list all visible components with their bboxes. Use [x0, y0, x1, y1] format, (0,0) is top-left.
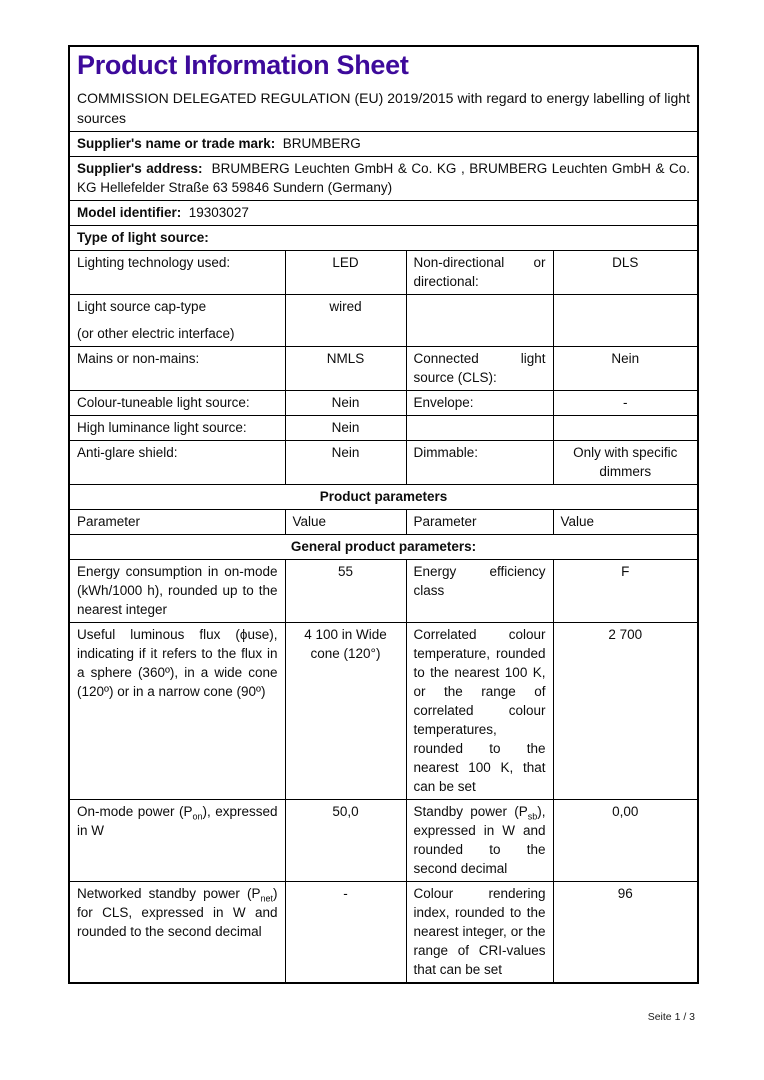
value-cell: 2 700	[553, 623, 698, 800]
column-header: Parameter	[406, 510, 553, 535]
type-row-high-luminance	[69, 416, 698, 441]
model-identifier-row	[69, 201, 698, 226]
value-cell: Only with specific dimmers	[553, 441, 698, 485]
model-identifier-value: 19303027	[188, 205, 249, 220]
document-page	[68, 45, 697, 1023]
title-block	[69, 46, 698, 132]
value-cell: Nein	[553, 347, 698, 391]
regulation-subtitle: COMMISSION DELEGATED REGULATION (EU) 2019/2015 with regard to energy labelling of light sources	[77, 90, 690, 126]
type-row-anti-glare	[69, 441, 698, 485]
value-cell: -	[553, 391, 698, 416]
param-cell	[406, 416, 553, 441]
param-cell: Standby power $(P_{sb})$, expressed in W and rounded to the second decimal	[406, 800, 553, 882]
param-cell: On-mode power $(P_{on})$, expressed in W	[69, 800, 285, 882]
param-cell: Connected light source (CLS):	[406, 347, 553, 391]
column-header: Value	[553, 510, 698, 535]
value-cell: 55	[285, 560, 406, 623]
param-cell: Anti-glare shield:	[69, 441, 285, 485]
product-information-table	[68, 45, 699, 984]
type-of-light-source-heading: Type of light source:	[69, 226, 698, 251]
model-identifier-label: Model identifier:	[77, 205, 182, 220]
param-row-energy-consumption	[69, 560, 698, 623]
column-header: Parameter	[69, 510, 285, 535]
param-cell	[406, 295, 553, 347]
param-cell: Useful luminous flux (ϕuse), indicating if it refers to the flux in a sphere (360º), in a wide cone (120º) or in a narrow cone (90º)	[69, 623, 285, 800]
value-cell	[553, 295, 698, 347]
param-cell: Correlated colour temperature, rounded to the nearest 100 K, or the range of correlated colour temperatures, rounded to the nearest 100 K, that can be set	[406, 623, 553, 800]
value-cell: F	[553, 560, 698, 623]
supplier-name-label: Supplier's name or trade mark:	[77, 136, 276, 151]
param-cell: Lighting technology used:	[69, 251, 285, 295]
value-cell: wired	[285, 295, 406, 347]
product-parameters-heading: Product parameters	[69, 485, 698, 510]
type-row-mains	[69, 347, 698, 391]
param-cell: High luminance light source:	[69, 416, 285, 441]
column-header-row	[69, 510, 698, 535]
supplier-name-row	[69, 132, 698, 157]
value-cell: Nein	[285, 441, 406, 485]
type-row-lighting-technology	[69, 251, 698, 295]
page-number: Seite 1 / 3	[647, 1011, 695, 1023]
param-cell: Energy efficiency class	[406, 560, 553, 623]
value-cell: 0,00	[553, 800, 698, 882]
value-cell: DLS	[553, 251, 698, 295]
value-cell: Nein	[285, 391, 406, 416]
supplier-address-row	[69, 157, 698, 201]
param-cell: Networked standby power $(P_{net})$ for CLS, expressed in W and rounded to the second decimal	[69, 882, 285, 984]
param-cell: Dimmable:	[406, 441, 553, 485]
supplier-name-value: BRUMBERG	[282, 136, 361, 151]
value-cell: Nein	[285, 416, 406, 441]
type-row-cap-type	[69, 295, 698, 347]
value-cell: LED	[285, 251, 406, 295]
type-row-colour-tuneable	[69, 391, 698, 416]
column-header: Value	[285, 510, 406, 535]
param-cell: Colour-tuneable light source:	[69, 391, 285, 416]
value-cell: 50,0	[285, 800, 406, 882]
value-cell: 4 100 in Wide cone (120°)	[285, 623, 406, 800]
param-row-luminous-flux	[69, 623, 698, 800]
value-cell	[553, 416, 698, 441]
value-cell: -	[285, 882, 406, 984]
param-cell: Light source cap-type (or other electric interface)	[69, 295, 285, 347]
param-cell: Envelope:	[406, 391, 553, 416]
page-title: Product Information Sheet	[77, 50, 409, 80]
supplier-address-label: Supplier's address:	[77, 161, 203, 176]
supplier-address-value: BRUMBERG Leuchten GmbH & Co. KG , BRUMBERG Leuchten GmbH & Co. KG Hellefelder Straße 63 59846 Sundern (Germany)	[77, 161, 690, 195]
param-cell: Mains or non-mains:	[69, 347, 285, 391]
param-row-networked-standby	[69, 882, 698, 984]
param-row-on-mode-power	[69, 800, 698, 882]
param-cell: Energy consumption in on-mode (kWh/1000 h), rounded up to the nearest integer	[69, 560, 285, 623]
value-cell: 96	[553, 882, 698, 984]
param-cell: Colour rendering index, rounded to the nearest integer, or the range of CRI-values that can be set	[406, 882, 553, 984]
general-parameters-heading: General product parameters:	[69, 535, 698, 560]
param-cell: Non-directional or directional:	[406, 251, 553, 295]
value-cell: NMLS	[285, 347, 406, 391]
